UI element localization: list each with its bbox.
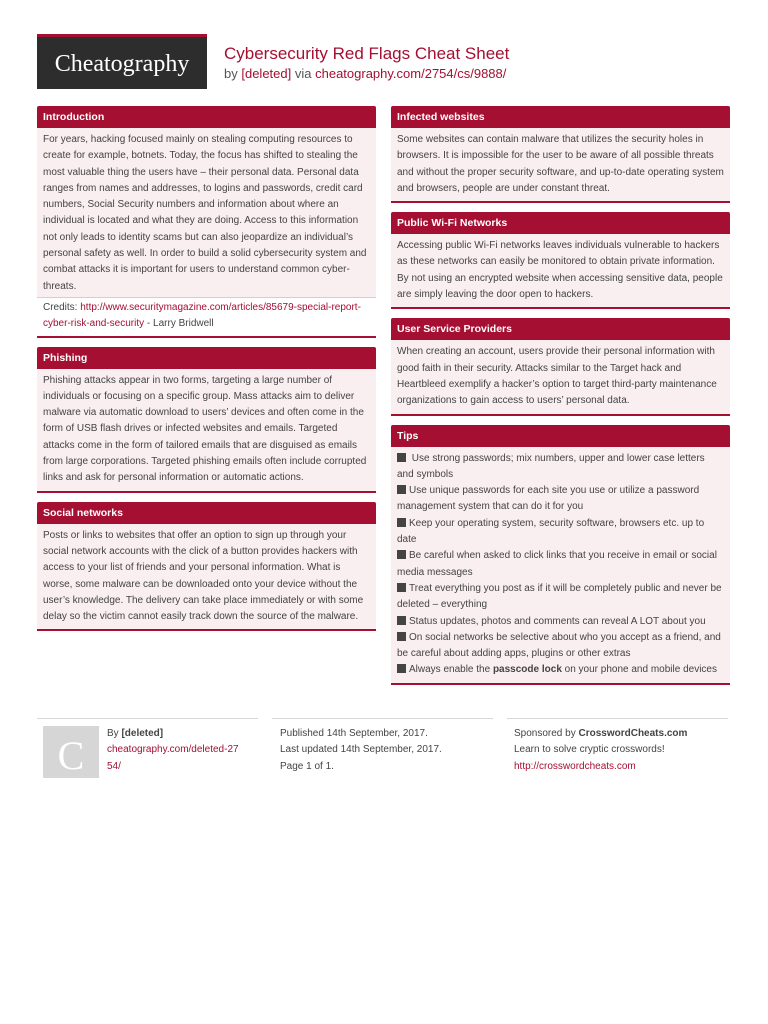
section-infected-websites [391,106,730,203]
byline-by: by [224,66,238,81]
credits-link[interactable]: http://www.securitymagazine.com/articles/85679-special-report-cyber-risk-and-security [43,301,361,330]
tip-item: Always enable the passcode lock on your phone and mobile devices [397,662,724,678]
section-user-service-providers [391,318,730,415]
sponsor-tagline: Learn to solve cryptic crosswords! [514,744,665,756]
section-heading: Introduction [37,106,376,128]
section-heading: Tips [391,425,730,447]
section-social-networks [37,502,376,632]
tip-item: On social networks be selective about who you accept as a friend, and be careful about adding apps, plugins or other extras [397,631,721,660]
section-text: Posts or links to websites that offer an option to sign up through your social network accounts with the click of a button provides hackers with access to your list of friends and your personal information. What is worse, some malware can be downloaded onto your device without the user’s knowledge. The delivery can take place immediately or with some delay so the victim cannot easily track down the source of the malware. [37,524,376,632]
byline [224,66,506,81]
tip-item: Treat everything you post as if it will be completely public and never be deleted – everything [397,582,722,611]
avatar [43,726,99,778]
byline-via: via [294,66,312,81]
square-bullet-icon [397,518,406,527]
credits-label: Credits: [43,301,78,313]
page-title: Cybersecurity Red Flags Cheat Sheet [224,44,510,63]
tip-item: Keep your operating system, security software, browsers etc. up to date [397,517,705,546]
section-text: Accessing public Wi-Fi networks leaves individuals vulnerable to hackers as these networks can easily be monitored to obtain private information. By not using an encrypted website when accessing sensitive data, people are simply leaving the door open to hackers. [391,234,730,309]
square-bullet-icon [397,550,406,559]
footer-author-link[interactable]: cheatography.com/deleted-2754/ [107,744,239,772]
sponsored-by: Sponsored by [514,728,576,739]
footer-sponsor [514,726,728,775]
passcode-lock-text: passcode lock [492,664,562,676]
section-heading: Infected websites [391,106,730,128]
section-text: Some websites can contain malware that utilizes the security holes in browsers. It is impossible for the user to be aware of all possible threats and without the proper security software, and up-to-date operating system and browsers, people are under constant threat. [391,128,730,203]
sheet-url-link[interactable]: cheatography.com/2754/cs/9888/ [315,66,507,81]
section-introduction [37,106,376,338]
section-tips [391,425,730,685]
tip-item: Use unique passwords for each site you use or utilize a password management system that can do it for you [397,485,700,513]
square-bullet-icon [397,616,406,625]
section-heading: Social networks [37,502,376,524]
footer-author-name[interactable]: [deleted] [121,728,164,739]
page-number: Page 1 of 1. [280,760,334,772]
section-text: When creating an account, users provide their personal information with good faith in their security. Attacks similar to the Target hack and Heartbleed exemplify a hacker’s option to target third-party maintenance organizations to gain access to users’ personal data. [391,340,730,415]
published-date: Published 14th September, 2017. [280,728,428,739]
author-link[interactable]: [deleted] [241,66,292,81]
section-text: Phishing attacks appear in two forms, targeting a large number of individuals or focusing on a specific group. Mass attacks aim to deliver malware via automatic download to users’ devices and often come in the form of USB flash drives or infected websites and emails. Targeted attacks come in the form of tailored emails that are disguised as emails from large corporations. Targeted phishing emails often include corrupted links and ask for personal information or automatic actions. [37,369,376,493]
cheatography-logo[interactable] [37,34,207,89]
right-column [391,106,730,694]
tips-list [391,447,730,685]
credits-author: - Larry Bridwell [146,318,214,330]
section-heading: User Service Providers [391,318,730,340]
section-phishing [37,347,376,493]
footer-publish-info [280,726,490,775]
sponsor-name[interactable]: CrosswordCheats.com [578,728,688,739]
tip-item: Use strong passwords; mix numbers, upper and lower case letters and symbols [397,452,705,480]
avatar-letter: C [57,733,85,778]
sponsor-line [514,726,728,742]
credits [37,297,376,338]
square-bullet-icon [397,583,406,592]
square-bullet-icon [397,485,406,494]
updated-date: Last updated 14th September, 2017. [280,744,442,756]
section-heading: Phishing [37,347,376,369]
section-heading: Public Wi-Fi Networks [391,212,730,234]
section-public-wifi [391,212,730,309]
footer-divider [272,718,493,719]
footer-divider [507,718,728,719]
footer-divider [37,718,258,719]
section-text: For years, hacking focused mainly on stealing computing resources to create for example, botnets. Today, the focus has shifted to stealing the most valuable thing the users have – their personal data. Personal data ranges from names and addresses, to logins and passwords, credit card numbers, Social Security numbers and information about where an individual is located and what they are doing. Access to this information not only leads to identity scams but can also jeopardize an individual’s personal safety as well. In order to build a solid cybersecurity system and combat attacks it is important for users to understand common cyber-threats. [37,128,376,299]
left-column [37,106,376,640]
sponsor-link[interactable]: http://crosswordcheats.com [514,760,636,772]
logo-text: Cheatography [54,51,190,77]
square-bullet-icon [397,453,406,462]
tip-item: Status updates, photos and comments can reveal A LOT about you [397,614,724,630]
footer-by: By [107,728,119,739]
square-bullet-icon [397,632,406,641]
square-bullet-icon [397,664,406,673]
tip-item: Be careful when asked to click links that you receive in email or social media messages [397,550,717,578]
footer-author [107,726,257,775]
